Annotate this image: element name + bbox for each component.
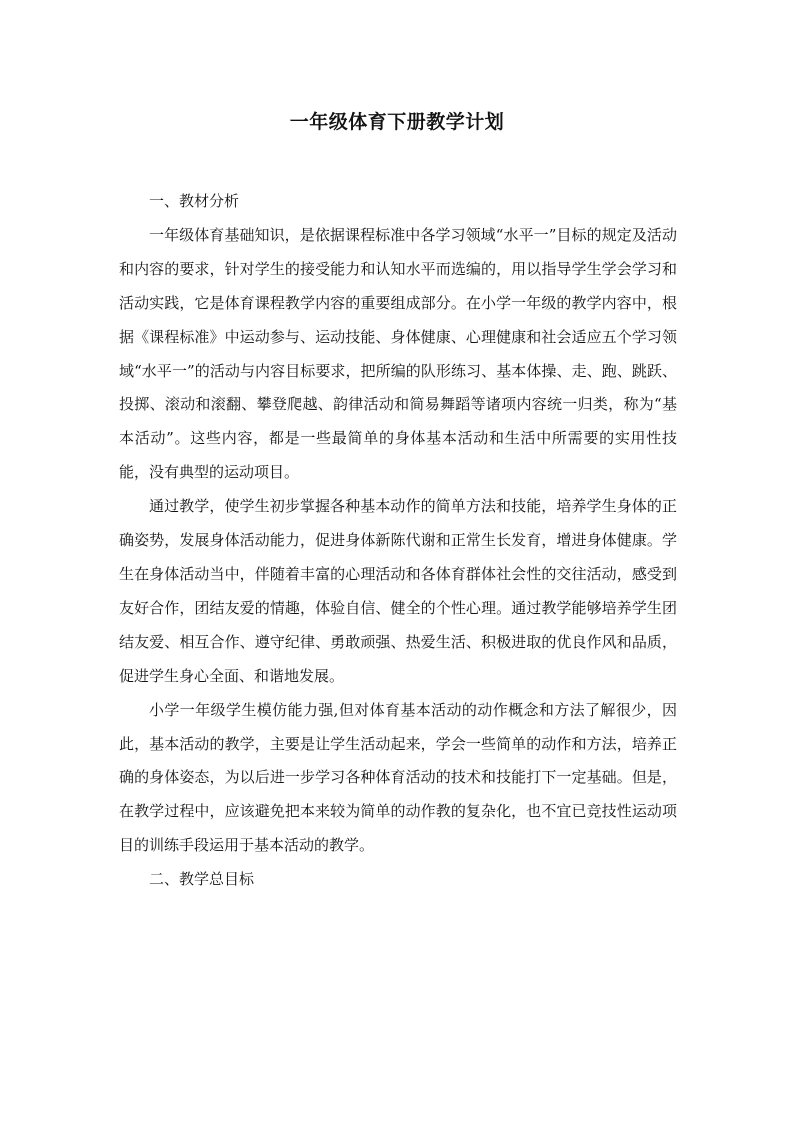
section-heading-textbook-analysis: 一、教材分析 [149, 192, 240, 210]
document-title: 一年级体育下册教学计划 [289, 111, 505, 133]
section-heading-teaching-goals: 二、教学总目标 [149, 870, 255, 889]
paragraph-3: 小学一年级学生模仿能力强,但对体育基本活动的动作概念和方法了解很少，因此，基本活动的教学，主要是让学生活动起来，学会一些简单的动作和方法，培养正确的身体姿态，为以后进一步学习各种体育活动的技术和技能打下一定基础。但是，在教学过程中，应该避免把本来较为简单的动作教的复杂化，也不宜已竞技性运动项目的训练手段运用于基本活动的教学。 [119, 700, 677, 855]
document-body [119, 185, 677, 897]
paragraph-1: 一年级体育基础知识，是依据课程标准中各学习领域“水平一”目标的规定及活动和内容的要求，针对学生的接受能力和认知水平而选编的，用以指导学生学会学习和活动实践，它是体育课程教学内容的重要组成部分。在小学一年级的教学内容中，根据《课程标准》中运动参与、运动技能、身体健康、心理健康和社会适应五个学习领域“水平一”的活动与内容目标要求，把所编的队形练习、基本体操、走、跑、跳跃、投掷、滚动和滚翻、攀登爬越、韵律活动和简易舞蹈等诸项内容统一归类，称为“基本活动”。这些内容，都是一些最简单的身体基本活动和生活中所需要的实用性技能，没有典型的运动项目。 [119, 225, 677, 482]
paragraph-2: 通过教学，使学生初步掌握各种基本动作的简单方法和技能，培养学生身体的正确姿势，发展身体活动能力，促进身体新陈代谢和正常生长发育，增进身体健康。学生在身体活动当中，伴随着丰富的心理活动和各体育群体社会性的交往活动，感受到友好合作，团结友爱的情趣，体验自信、健全的个性心理。通过教学能够培养学生团结友爱、相互合作、遵守纪律、勇敢顽强、热爱生活、积极进取的优良作风和品质，促进学生身心全面、和谐地发展。 [119, 497, 677, 685]
